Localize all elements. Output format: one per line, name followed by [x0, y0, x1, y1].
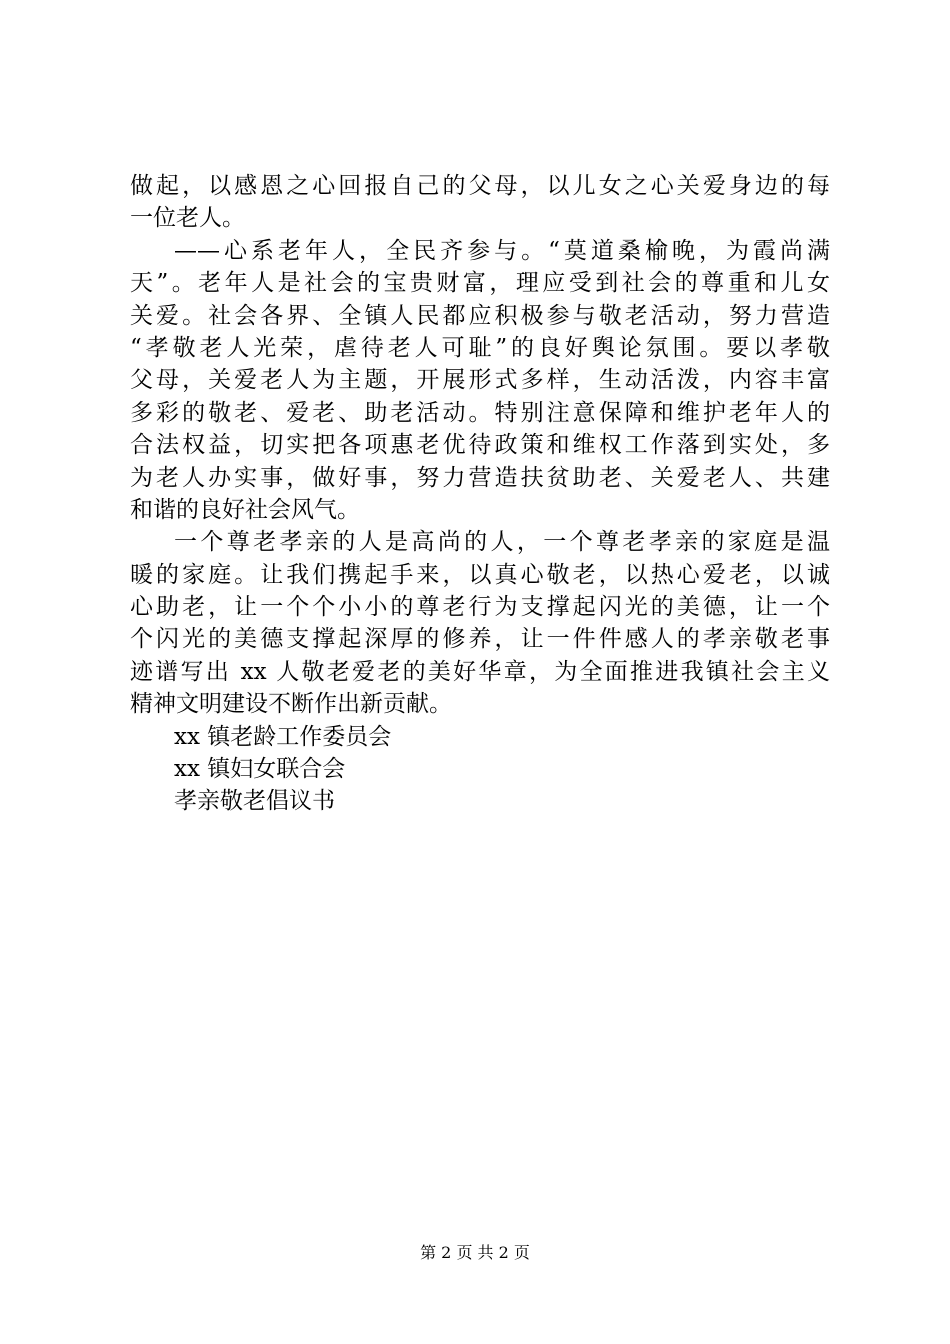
- text-line: “孝敬老人光荣，虐待老人可耻”的良好舆论氛围。要以孝敬: [130, 334, 830, 361]
- text-line: 个闪光的美德支撑起深厚的修养，让一件件感人的孝亲敬老事: [130, 626, 830, 653]
- text-line: 天”。老年人是社会的宝贵财富，理应受到社会的尊重和儿女: [130, 270, 830, 297]
- text-line: 父母，关爱老人为主题，开展形式多样，生动活泼，内容丰富: [130, 367, 830, 394]
- document-body: [130, 170, 830, 818]
- text-line: 迹谱写出 xx 人敬老爱老的美好华章，为全面推进我镇社会主义: [130, 658, 830, 685]
- text-line: 为老人办实事，做好事，努力营造扶贫助老、关爱老人、共建: [130, 464, 830, 491]
- text-line: 一位老人。: [130, 205, 245, 232]
- text-line: ——心系老年人，全民齐参与。“莫道桑榆晚，为霞尚满: [174, 237, 830, 264]
- text-line: xx 镇妇女联合会: [174, 756, 346, 783]
- text-line: 和谐的良好社会风气。: [130, 496, 360, 523]
- text-line: 孝亲敬老倡议书: [174, 788, 335, 815]
- text-line: 精神文明建设不断作出新贡献。: [130, 691, 452, 718]
- text-line: 多彩的敬老、爱老、助老活动。特别注意保障和维护老年人的: [130, 399, 830, 426]
- text-line: 心助老，让一个个小小的尊老行为支撑起闪光的美德，让一个: [130, 594, 830, 621]
- text-line: 合法权益，切实把各项惠老优待政策和维权工作落到实处，多: [130, 432, 830, 459]
- text-line: 暖的家庭。让我们携起手来，以真心敬老，以热心爱老，以诚: [130, 561, 830, 588]
- text-line: 做起，以感恩之心回报自己的父母，以儿女之心关爱身边的每: [130, 173, 830, 199]
- page-footer: 第 2 页 共 2 页: [420, 1243, 530, 1262]
- text-line: xx 镇老龄工作委员会: [174, 723, 392, 750]
- text-line: 关爱。社会各界、全镇人民都应积极参与敬老活动，努力营造: [130, 302, 830, 329]
- text-line: 一个尊老孝亲的人是高尚的人，一个尊老孝亲的家庭是温: [174, 529, 830, 556]
